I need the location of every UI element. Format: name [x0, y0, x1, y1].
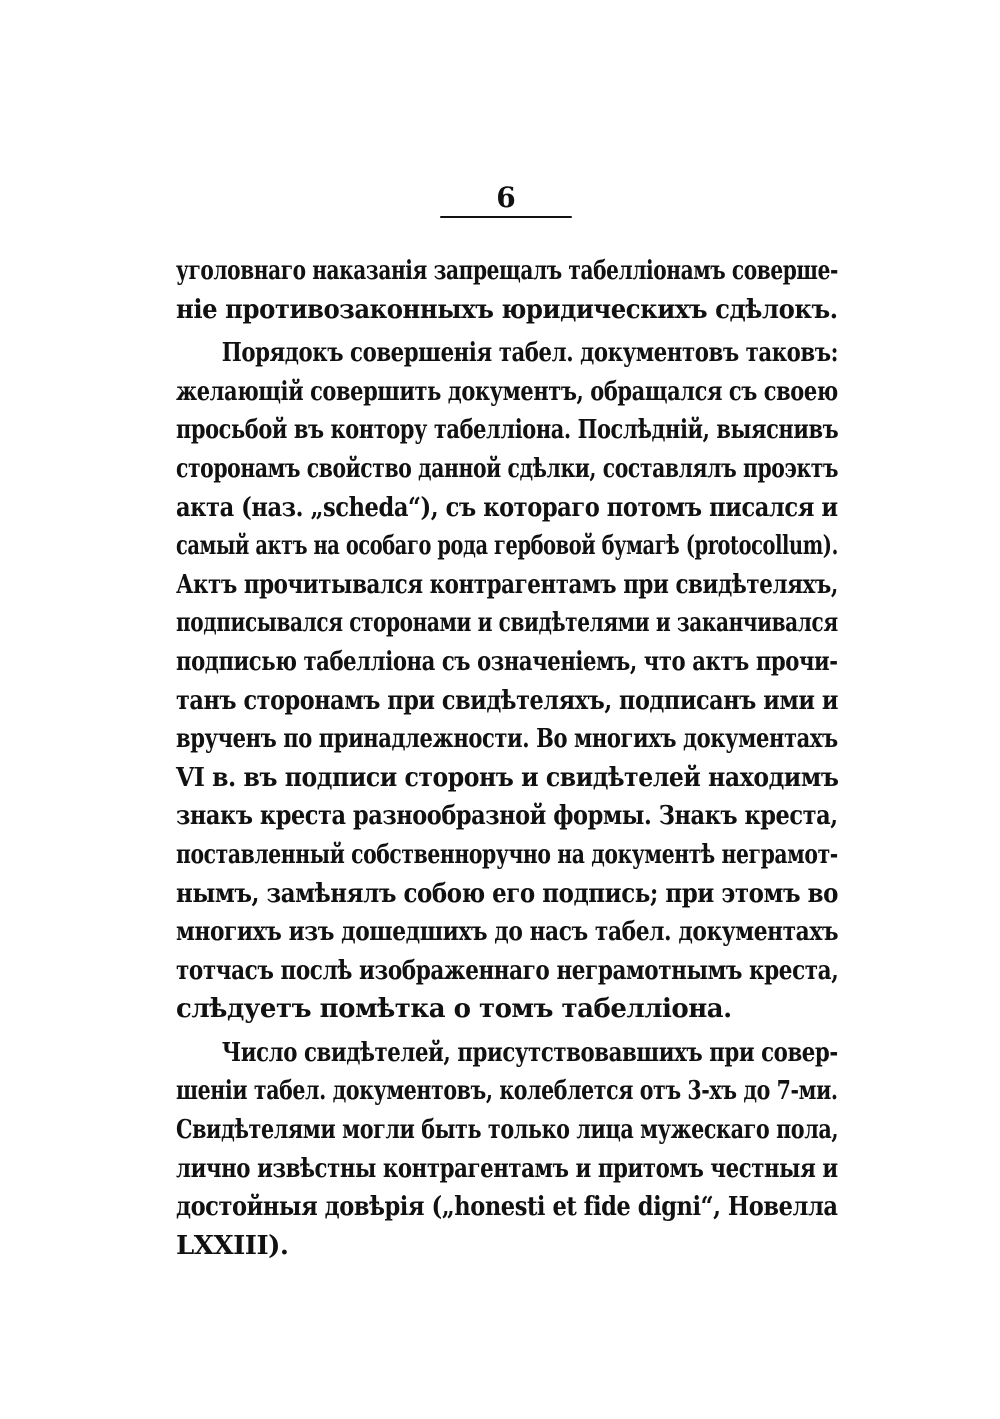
text-line: тотчасъ послѣ изображеннаго неграмотнымъ креста,: [176, 955, 839, 986]
text-line: врученъ по принадлежности. Во многихъ документахъ: [176, 724, 838, 755]
text-line: многихъ изъ дошедшихъ до насъ табел. документахъ: [176, 917, 839, 948]
text-line: VI в. въ подписи сторонъ и свидѣтелей находимъ: [176, 762, 839, 793]
text-line: ніе противозаконныхъ юридическихъ сдѣлокъ.: [176, 294, 838, 325]
text-line: желающій совершить документъ, обращался съ своею: [176, 376, 838, 407]
text-line: LXXIII).: [176, 1230, 289, 1261]
page-header: [440, 182, 572, 224]
text-line: поставленный собственноручно на документѣ неграмот-: [176, 839, 838, 870]
text-line: просьбой въ контору табелліона. Послѣдній, выяснивъ: [176, 415, 839, 446]
text-line: уголовнаго наказанія запрещалъ табелліонамъ соверше-: [176, 256, 838, 286]
text-line: Свидѣтелями могли быть только лица мужескаго пола,: [176, 1115, 839, 1146]
body-text: [176, 252, 838, 1265]
page-number: 6: [496, 181, 516, 214]
text-line: знакъ креста разнообразной формы. Знакъ креста,: [176, 801, 838, 832]
text-line: танъ сторонамъ при свидѣтеляхъ, подписанъ ими и: [176, 685, 839, 716]
text-line: сторонамъ свойство данной сдѣлки, составлялъ проэктъ: [176, 453, 839, 484]
text-line: шеніи табел. документовъ, колеблется отъ 3-хъ до 7-ми.: [176, 1076, 838, 1107]
paragraph: [176, 334, 838, 1029]
text-line: Порядокъ совершенія табел. документовъ таковъ:: [221, 338, 839, 369]
text-line: подписью табелліона съ означеніемъ, что актъ прочи-: [176, 646, 838, 677]
text-line: лично извѣстны контрагентамъ и притомъ честныя и: [176, 1153, 838, 1184]
text-line: подписывался сторонами и свидѣтелями и заканчивался: [176, 608, 838, 639]
text-line: Число свидѣтелей, присутствовавшихъ при совер-: [221, 1037, 838, 1068]
paragraph: [176, 1034, 838, 1266]
text-line: достойныя довѣрія („honesti et fide digni“, Новелла: [176, 1192, 838, 1223]
page-number-rule: [440, 216, 572, 218]
paragraph: [176, 252, 838, 329]
text-line: нымъ, замѣнялъ собою его подпись; при этомъ во: [176, 878, 839, 909]
text-line: самый актъ на особаго рода гербовой бумагѣ (protocollum).: [176, 531, 838, 562]
text-line: акта (наз. „scheda“), съ котораго потомъ писался и: [176, 492, 838, 523]
text-line: Актъ прочитывался контрагентамъ при свидѣтеляхъ,: [176, 569, 838, 600]
text-line: слѣдуетъ помѣтка о томъ табелліона.: [176, 994, 732, 1025]
